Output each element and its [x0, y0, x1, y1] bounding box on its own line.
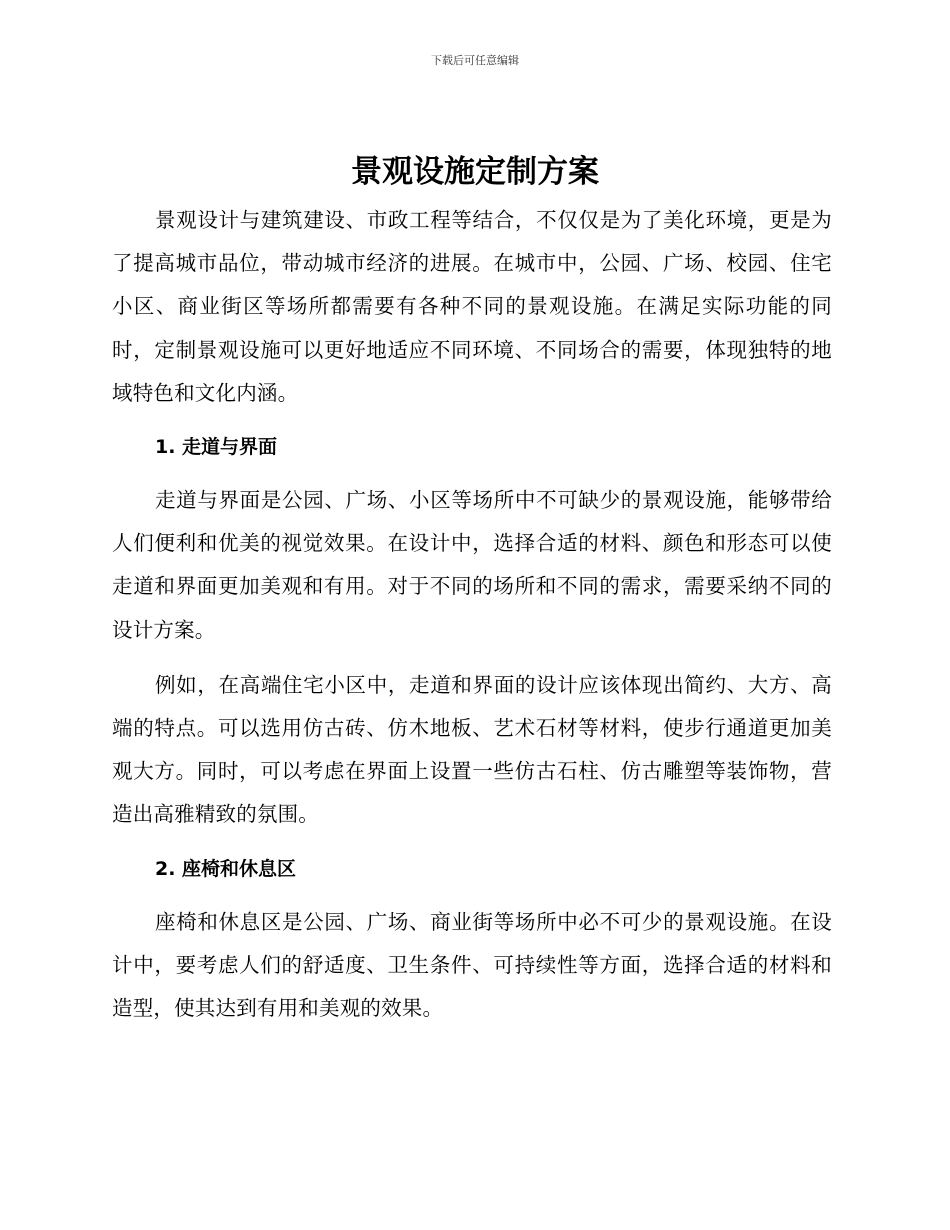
document-body: [112, 199, 832, 1030]
section-heading-2: 2. 座椅和休息区: [155, 857, 297, 880]
section-1-paragraph-1: 走道与界面是公园、广场、小区等场所中不可缺少的景观设施，能够带给人们便利和优美的视觉效果。在设计中，选择合适的材料、颜色和形态可以使走道和界面更加美观和有用。对于不同的场所和不同的需求，需要采纳不同的设计方案。: [112, 488, 832, 642]
intro-paragraph: 景观设计与建筑建设、市政工程等结合，不仅仅是为了美化环境，更是为了提高城市品位，带动城市经济的进展。在城市中，公园、广场、校园、住宅小区、商业街区等场所都需要有各种不同的景观设施。在满足实际功能的同时，定制景观设施可以更好地适应不同环境、不同场合的需要，体现独特的地域特色和文化内涵。: [112, 208, 832, 405]
section-heading-1: 1. 走道与界面: [155, 436, 278, 459]
section-1-paragraph-2: 例如，在高端住宅小区中，走道和界面的设计应该体现出简约、大方、高端的特点。可以选用仿古砖、仿木地板、艺术石材等材料，使步行通道更加美观大方。同时，可以考虑在界面上设置一些仿古石柱、仿古雕塑等装饰物，营造出高雅精致的氛围。: [112, 672, 832, 827]
page-title: 景观设施定制方案: [351, 154, 599, 190]
section-2-paragraph-1: 座椅和休息区是公园、广场、商业街等场所中必不可少的景观设施。在设计中，要考虑人们的舒适度、卫生条件、可持续性等方面，选择合适的材料和造型，使其达到有用和美观的效果。: [112, 909, 832, 1021]
header-note: 下载后可任意编辑: [431, 54, 519, 67]
